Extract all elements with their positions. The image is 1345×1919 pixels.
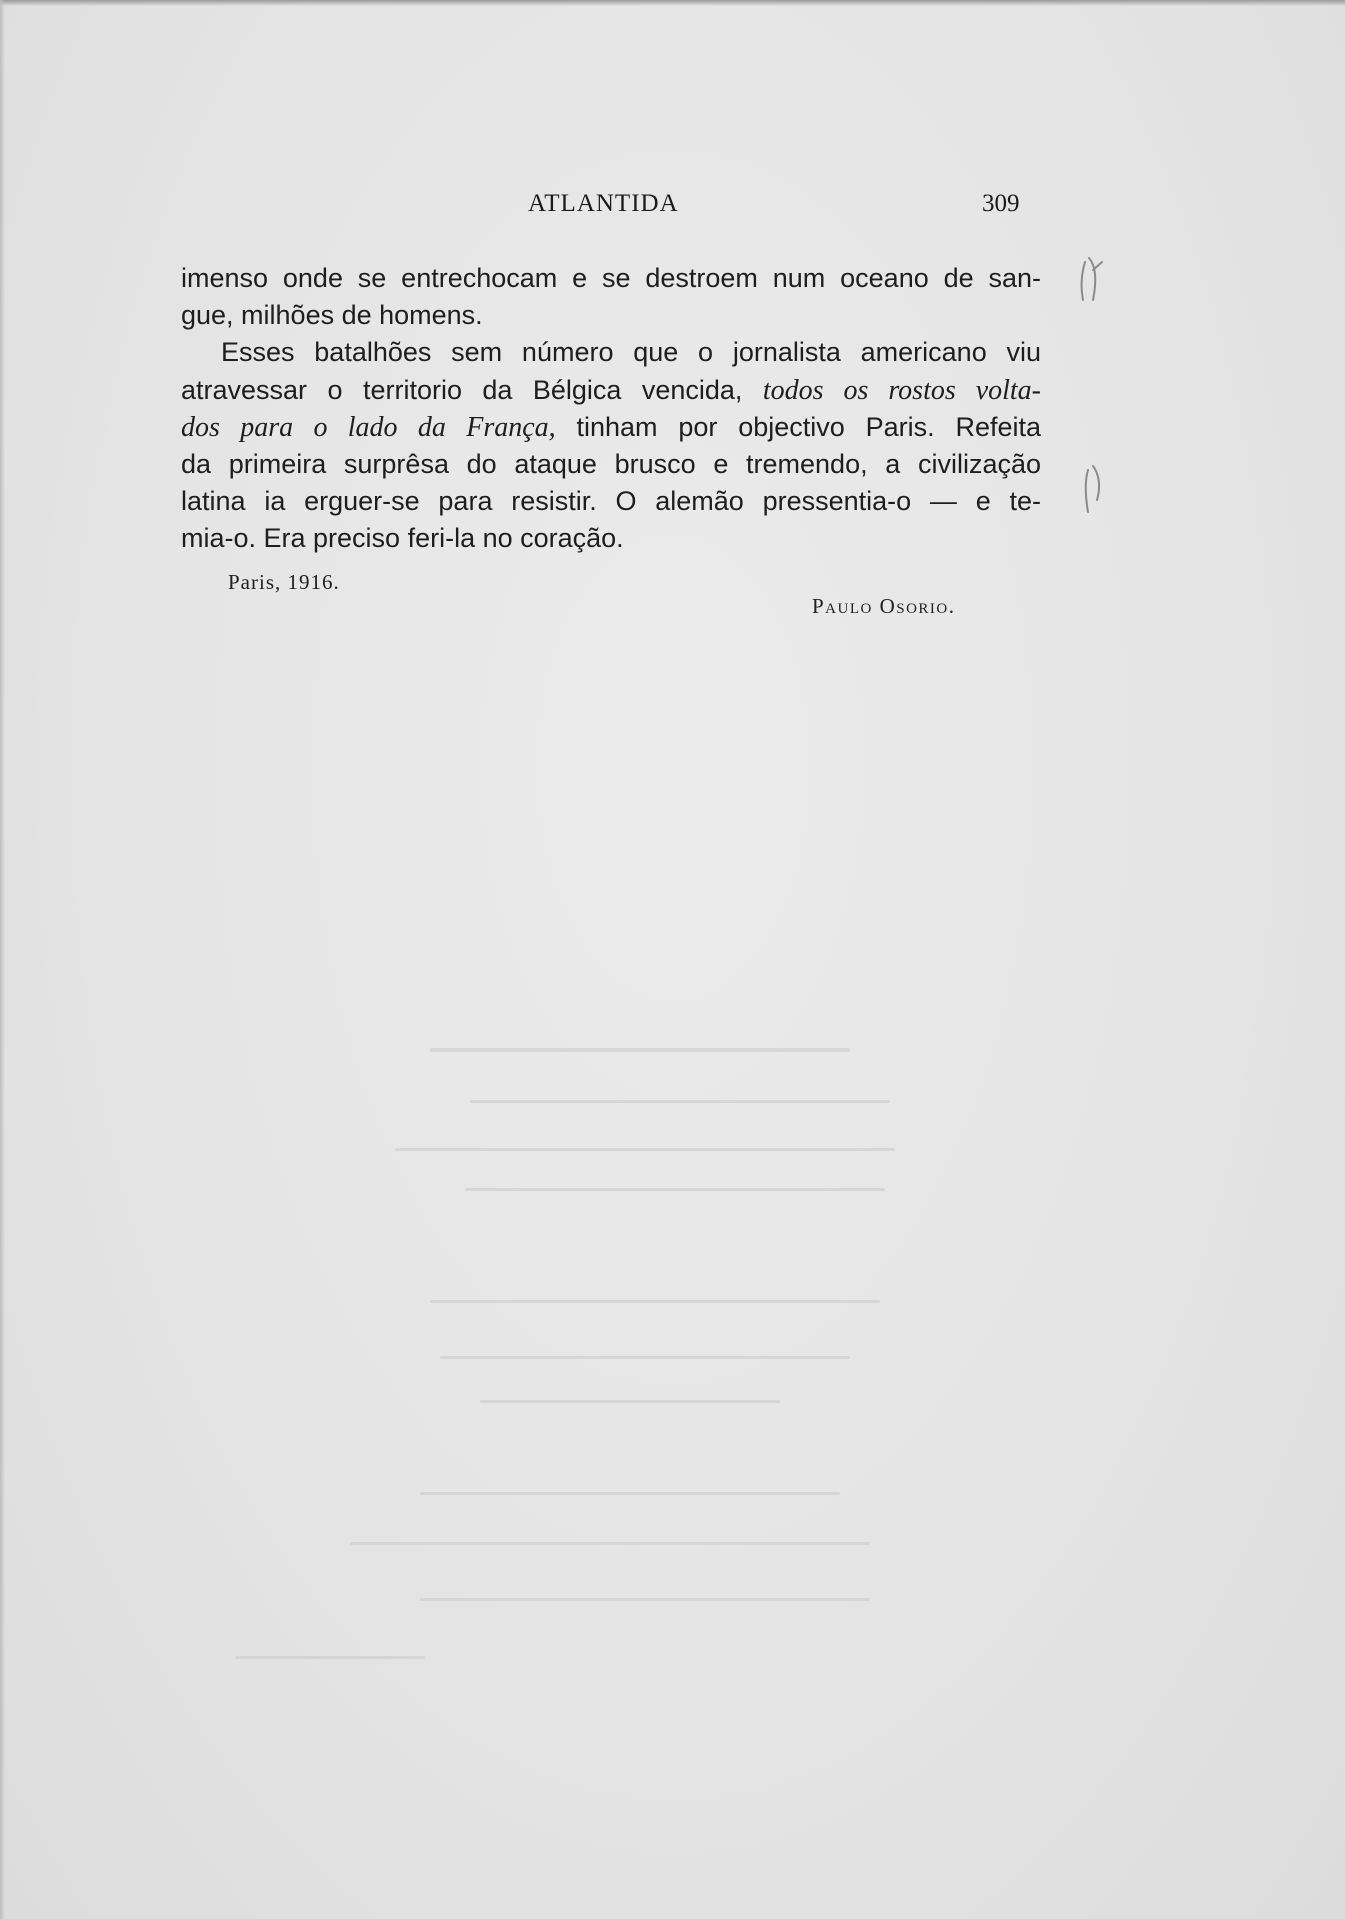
running-title: ATLANTIDA xyxy=(528,190,679,217)
text-line-3: Esses batalhões sem número que o jornalista americano viu xyxy=(221,337,1041,368)
text-line-5-italic: dos para o lado da França, xyxy=(181,411,556,443)
text-line-5-roman: tinham por objectivo Paris. Refeita xyxy=(555,411,1042,442)
page-number: 309 xyxy=(982,190,1020,217)
text-line-2: gue, milhões de homens. xyxy=(181,300,483,331)
text-line-6: da primeira surprêsa do ataque brusco e tremendo, a civilização xyxy=(181,449,1041,480)
dateline: Paris, 1916. xyxy=(228,570,340,594)
text-line-1: imenso onde se entrechocam e se destroem num oceano de san- xyxy=(181,263,1041,293)
text-line-4-roman: atravessar o territorio da Bélgica vencida, xyxy=(181,374,763,405)
text-line-8: mia-o. Era preciso feri-la no coração. xyxy=(181,523,624,554)
author-signature: Paulo Osorio. xyxy=(812,594,956,618)
text-line-4-italic: todos os rostos volta- xyxy=(762,374,1041,406)
text-line-7: latina ia erguer-se para resistir. O alemão pressentia-o — e te- xyxy=(181,486,1041,517)
